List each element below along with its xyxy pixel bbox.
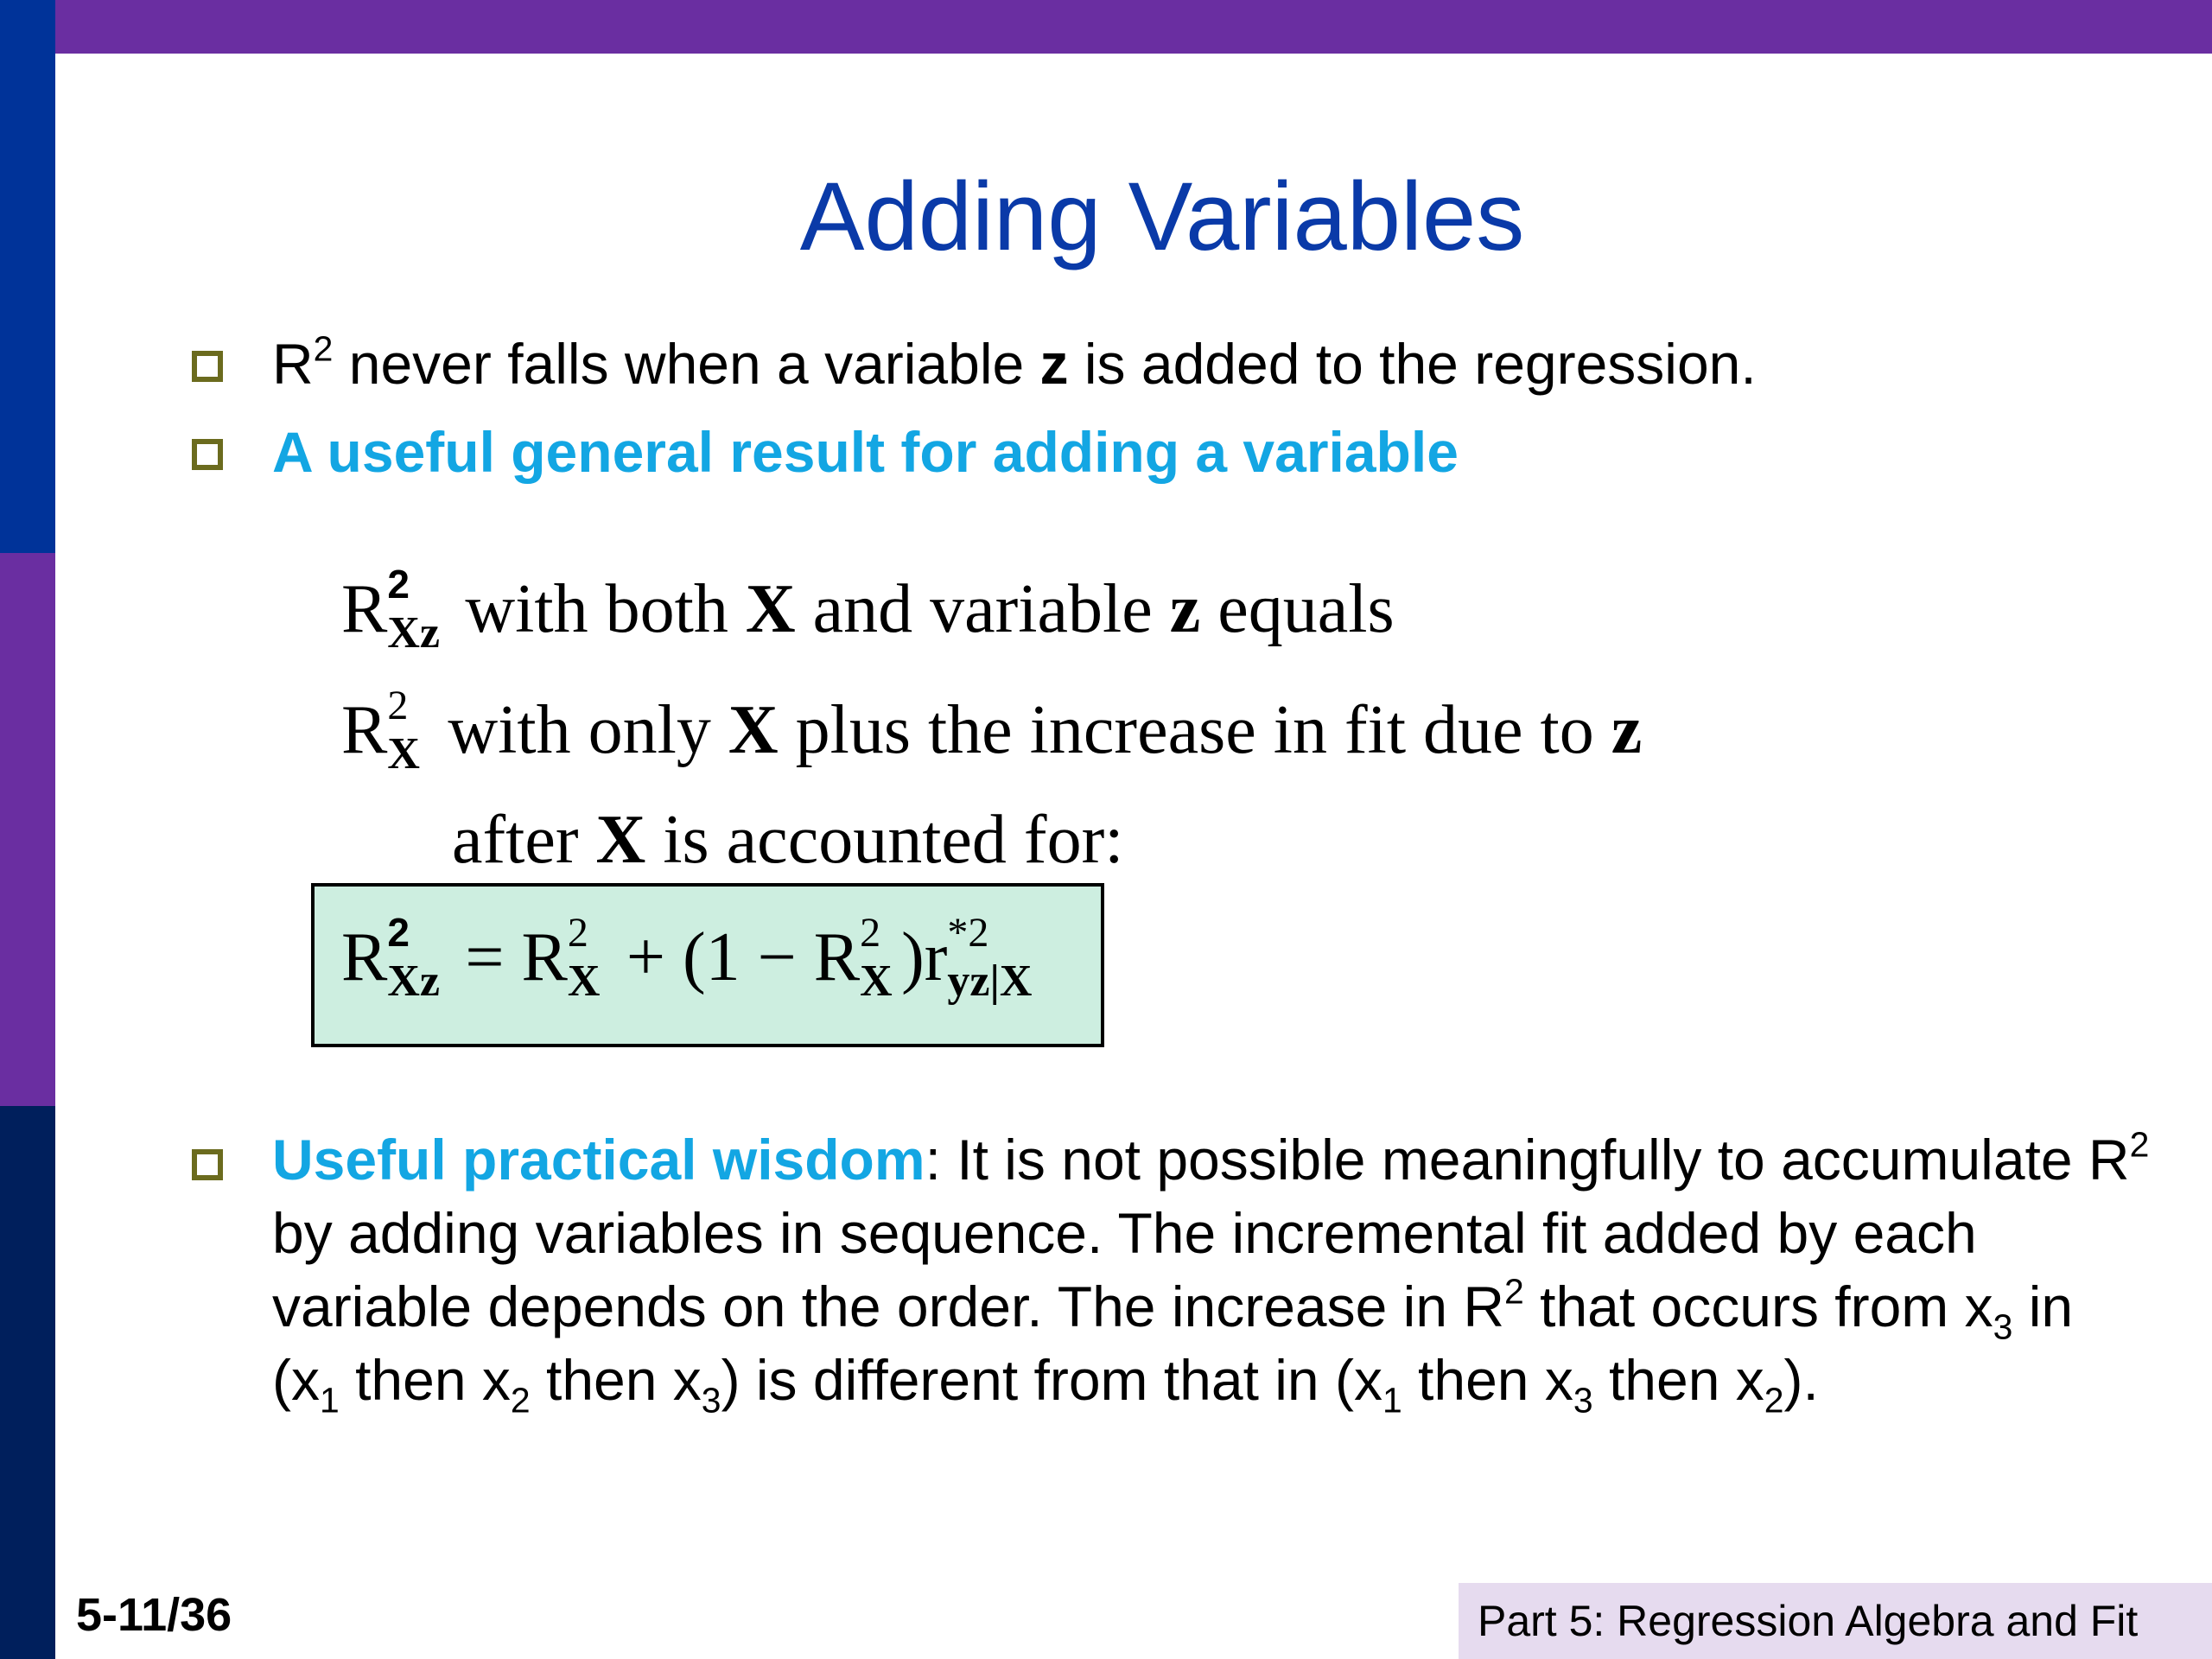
left-band-purple	[0, 553, 55, 1106]
math-line-3: after X is accounted for:	[452, 802, 1124, 878]
bullet-general-result: A useful general result for adding a variable	[272, 420, 1459, 484]
math-line-2: R 2 X with only X plus the increase in fit due to z	[341, 683, 1643, 779]
left-band-blue	[0, 0, 55, 553]
slide-title: Adding Variables	[799, 162, 1525, 270]
bullet-square-icon	[192, 351, 223, 382]
bullet-r2-never-falls: $R^2$ never falls when a variable z is added to the regression.	[272, 328, 1757, 396]
left-band-navy	[0, 1106, 55, 1659]
bullet-square-icon	[192, 1149, 223, 1180]
section-footer: Part 5: Regression Algebra and Fit	[1459, 1583, 2212, 1659]
equation: R 2 Xz = R 2 X + (1 − R 2 X )r *2 yz|X	[341, 910, 1033, 1006]
bullet-square-icon	[192, 439, 223, 470]
slide-number: 5-11/36	[76, 1589, 232, 1641]
practical-wisdom-paragraph: Useful practical wisdom: It is not possible meaningfully to accumulate $R^2$ by adding variables in sequence. The incremental fit added by each variable depends on the order. The increase in $R^2$ that occurs from $x_3$ in ($x_1$ then $x_2$ then $x_3$) is different from that in ($x_1$ then $x_3$ then $x_2$).	[272, 1124, 2150, 1421]
top-bar	[55, 0, 2212, 54]
math-line-1: R 2 Xz with both X and variable z equals	[341, 562, 1395, 658]
